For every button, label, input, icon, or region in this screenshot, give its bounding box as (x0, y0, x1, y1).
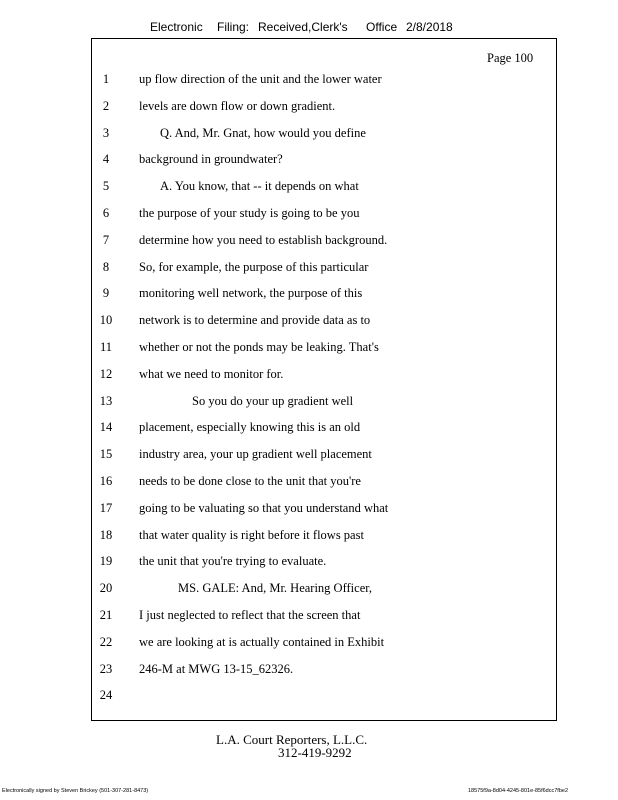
transcript-line (0, 474, 618, 492)
transcript-line (0, 447, 618, 465)
line-number: 21 (99, 608, 113, 622)
line-number: 9 (102, 286, 110, 301)
line-text: that water quality is right before it flows past (139, 527, 364, 542)
stamp-received: Received,Clerk's (258, 20, 348, 34)
footer-company: L.A. Court Reporters, L.L.C. (216, 732, 368, 747)
line-number: 16 (99, 474, 113, 488)
line-number: 2 (102, 98, 110, 113)
transcript-line (0, 367, 618, 385)
transcript-line (0, 233, 618, 251)
line-text: what we need to monitor for. (139, 366, 284, 381)
line-text: placement, especially knowing this is an old (139, 420, 361, 435)
transcript-line (0, 662, 618, 680)
stamp-electronic: Electronic (150, 20, 203, 34)
stamp-filing: Filing: (217, 20, 250, 34)
filing-stamp (0, 20, 618, 36)
transcript-line (0, 152, 618, 170)
transcript-line (0, 688, 618, 706)
transcript-line (0, 126, 618, 144)
line-text: whether or not the ponds may be leaking. That's (139, 340, 379, 354)
line-text: industry area, your up gradient well placement (139, 447, 372, 462)
transcript-line (0, 554, 618, 572)
line-number: 3 (102, 125, 110, 140)
line-number: 10 (99, 313, 113, 328)
line-text: levels are down flow or down gradient. (139, 98, 336, 113)
transcript-line (0, 635, 618, 653)
line-text: So you do your up gradient well (192, 393, 354, 408)
line-number: 20 (99, 581, 113, 596)
footer-phone: 312-419-9292 (278, 745, 352, 760)
transcript-line (0, 99, 618, 117)
transcript-line (0, 420, 618, 438)
line-text: MS. GALE: And, Mr. Hearing Officer, (178, 581, 373, 596)
transcript-line (0, 394, 618, 412)
line-text: the unit that you're trying to evaluate. (139, 554, 327, 569)
transcript-line (0, 72, 618, 90)
transcript-line (0, 581, 618, 599)
line-text: background in groundwater? (139, 152, 283, 167)
line-text: A. You know, that -- it depends on what (160, 179, 359, 194)
line-number: 23 (99, 661, 113, 676)
line-text: So, for example, the purpose of this particular (139, 259, 369, 274)
line-number: 12 (99, 366, 113, 381)
stamp-date: 2/8/2018 (406, 20, 453, 34)
line-number: 1 (102, 72, 110, 86)
transcript-line (0, 286, 618, 304)
line-number: 6 (102, 206, 110, 220)
line-number: 19 (99, 554, 113, 569)
line-text: determine how you need to establish background. (139, 232, 388, 247)
line-number: 14 (99, 420, 113, 435)
transcript-line (0, 608, 618, 626)
signature-note: Electronically signed by Steven Brickey (501-307-281-8473) (2, 788, 149, 794)
transcript-line (0, 179, 618, 197)
line-text: 246-M at MWG 13-15_62326. (139, 661, 294, 676)
line-text: monitoring well network, the purpose of this (139, 286, 363, 301)
line-text: up flow direction of the unit and the lower water (139, 72, 382, 86)
stamp-office: Office (366, 20, 398, 34)
transcript-line (0, 501, 618, 519)
line-number: 22 (99, 634, 113, 649)
line-text: I just neglected to reflect that the screen that (139, 608, 361, 622)
transcript-line (0, 340, 618, 358)
line-text: needs to be done close to the unit that you're (139, 474, 361, 488)
line-number: 17 (99, 500, 113, 515)
transcript-line (0, 206, 618, 224)
line-text: Q. And, Mr. Gnat, how would you define (160, 125, 366, 140)
transcript-line (0, 528, 618, 546)
line-number: 7 (102, 232, 110, 247)
line-number: 15 (99, 447, 113, 462)
line-number: 5 (102, 179, 110, 194)
line-text: we are looking at is actually contained in Exhibit (139, 634, 385, 649)
line-number: 11 (99, 340, 113, 354)
transcript-line (0, 260, 618, 278)
page-number: Page 100 (487, 51, 534, 65)
line-number: 8 (102, 259, 110, 274)
line-text: going to be valuating so that you understand what (139, 500, 389, 515)
transcript-line (0, 313, 618, 331)
line-number: 13 (99, 393, 113, 408)
document-id: 18575f9a-8d04-4245-801e-85f6dcc7fbe2 (468, 788, 568, 794)
line-number: 24 (99, 688, 113, 703)
line-number: 4 (102, 152, 110, 167)
line-text: the purpose of your study is going to be you (139, 206, 360, 220)
line-text: network is to determine and provide data as to (139, 313, 371, 328)
line-number: 18 (99, 527, 113, 542)
